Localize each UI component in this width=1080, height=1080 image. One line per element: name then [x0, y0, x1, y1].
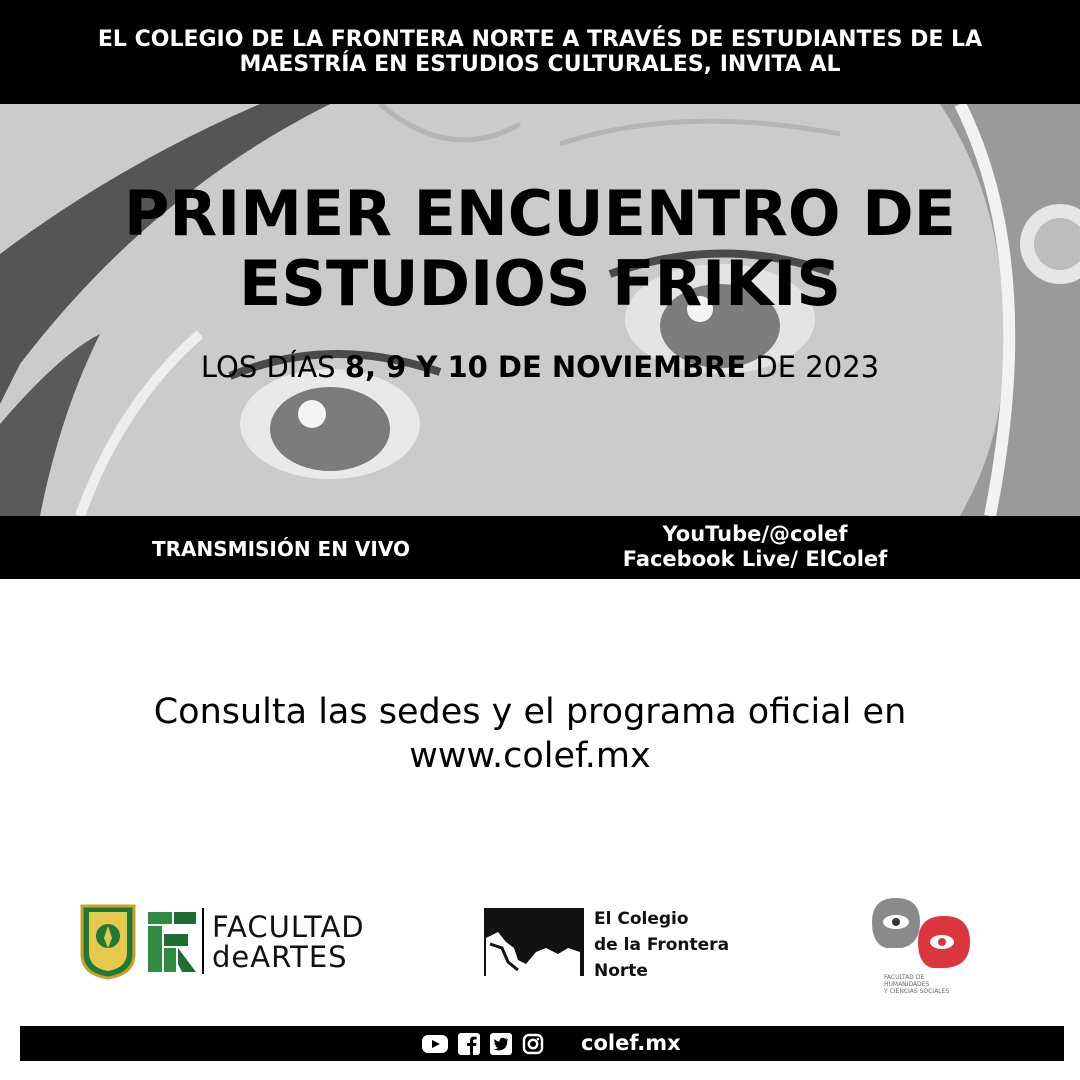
facultad-artes-text	[212, 912, 365, 972]
fhcs-masks-logo	[872, 896, 972, 976]
footer-bar	[20, 1026, 1064, 1061]
facebook-link[interactable]: Facebook Live/ ElColef	[622, 547, 888, 571]
hero-section	[0, 104, 1080, 516]
fhcs-line-1: FACULTAD DE	[884, 974, 925, 981]
facultad-line-1: FACULTAD	[212, 910, 365, 944]
colef-map-logo	[484, 908, 584, 976]
footer-website-link[interactable]: colef.mx	[581, 1031, 681, 1055]
youtube-link[interactable]: YouTube/@colef	[662, 522, 848, 546]
live-transmission-bar	[0, 516, 1080, 579]
logos-row	[0, 880, 1080, 1010]
twitter-icon[interactable]	[490, 1033, 512, 1055]
colef-line-3: Norte	[594, 961, 648, 981]
colef-text	[594, 906, 729, 984]
colef-line-2: de la Frontera	[594, 935, 730, 955]
dates-days: 8, 9 Y 10 DE NOVIEMBRE	[344, 350, 747, 384]
uabc-seal-logo	[80, 904, 136, 980]
header-line-2: MAESTRÍA EN ESTUDIOS CULTURALES, INVITA AL	[239, 52, 841, 77]
header-line-1: EL COLEGIO DE LA FRONTERA NORTE A TRAVÉS DE ESTUDIANTES DE LA	[97, 27, 983, 52]
event-dates	[0, 350, 1080, 384]
dates-year: DE 2023	[746, 350, 880, 384]
instagram-icon[interactable]	[522, 1033, 544, 1055]
fhcs-line-3: Y CIENCIAS SOCIALES	[884, 988, 950, 995]
facultad-line-2: deARTES	[212, 940, 348, 974]
dates-prefix: LOS DÍAS	[200, 350, 345, 384]
consult-website-link[interactable]: www.colef.mx	[409, 736, 651, 776]
consult-line-1: Consulta las sedes y el programa oficial en	[153, 692, 907, 732]
event-title-line-2: ESTUDIOS FRIKIS	[238, 247, 842, 320]
facultad-divider	[202, 908, 204, 974]
live-links	[590, 522, 920, 572]
facultad-artes-mark	[148, 912, 196, 972]
live-label: TRANSMISIÓN EN VIVO	[152, 537, 410, 561]
top-banner	[0, 0, 1080, 104]
social-icons	[422, 1032, 544, 1056]
colef-line-1: El Colegio	[594, 909, 689, 929]
facebook-icon[interactable]	[458, 1033, 480, 1055]
fhcs-line-2: HUMANIDADES	[884, 981, 930, 988]
fhcs-text	[884, 974, 974, 995]
youtube-icon[interactable]	[422, 1034, 448, 1054]
event-title-line-1: PRIMER ENCUENTRO DE	[123, 177, 957, 250]
consult-message	[0, 690, 1060, 778]
